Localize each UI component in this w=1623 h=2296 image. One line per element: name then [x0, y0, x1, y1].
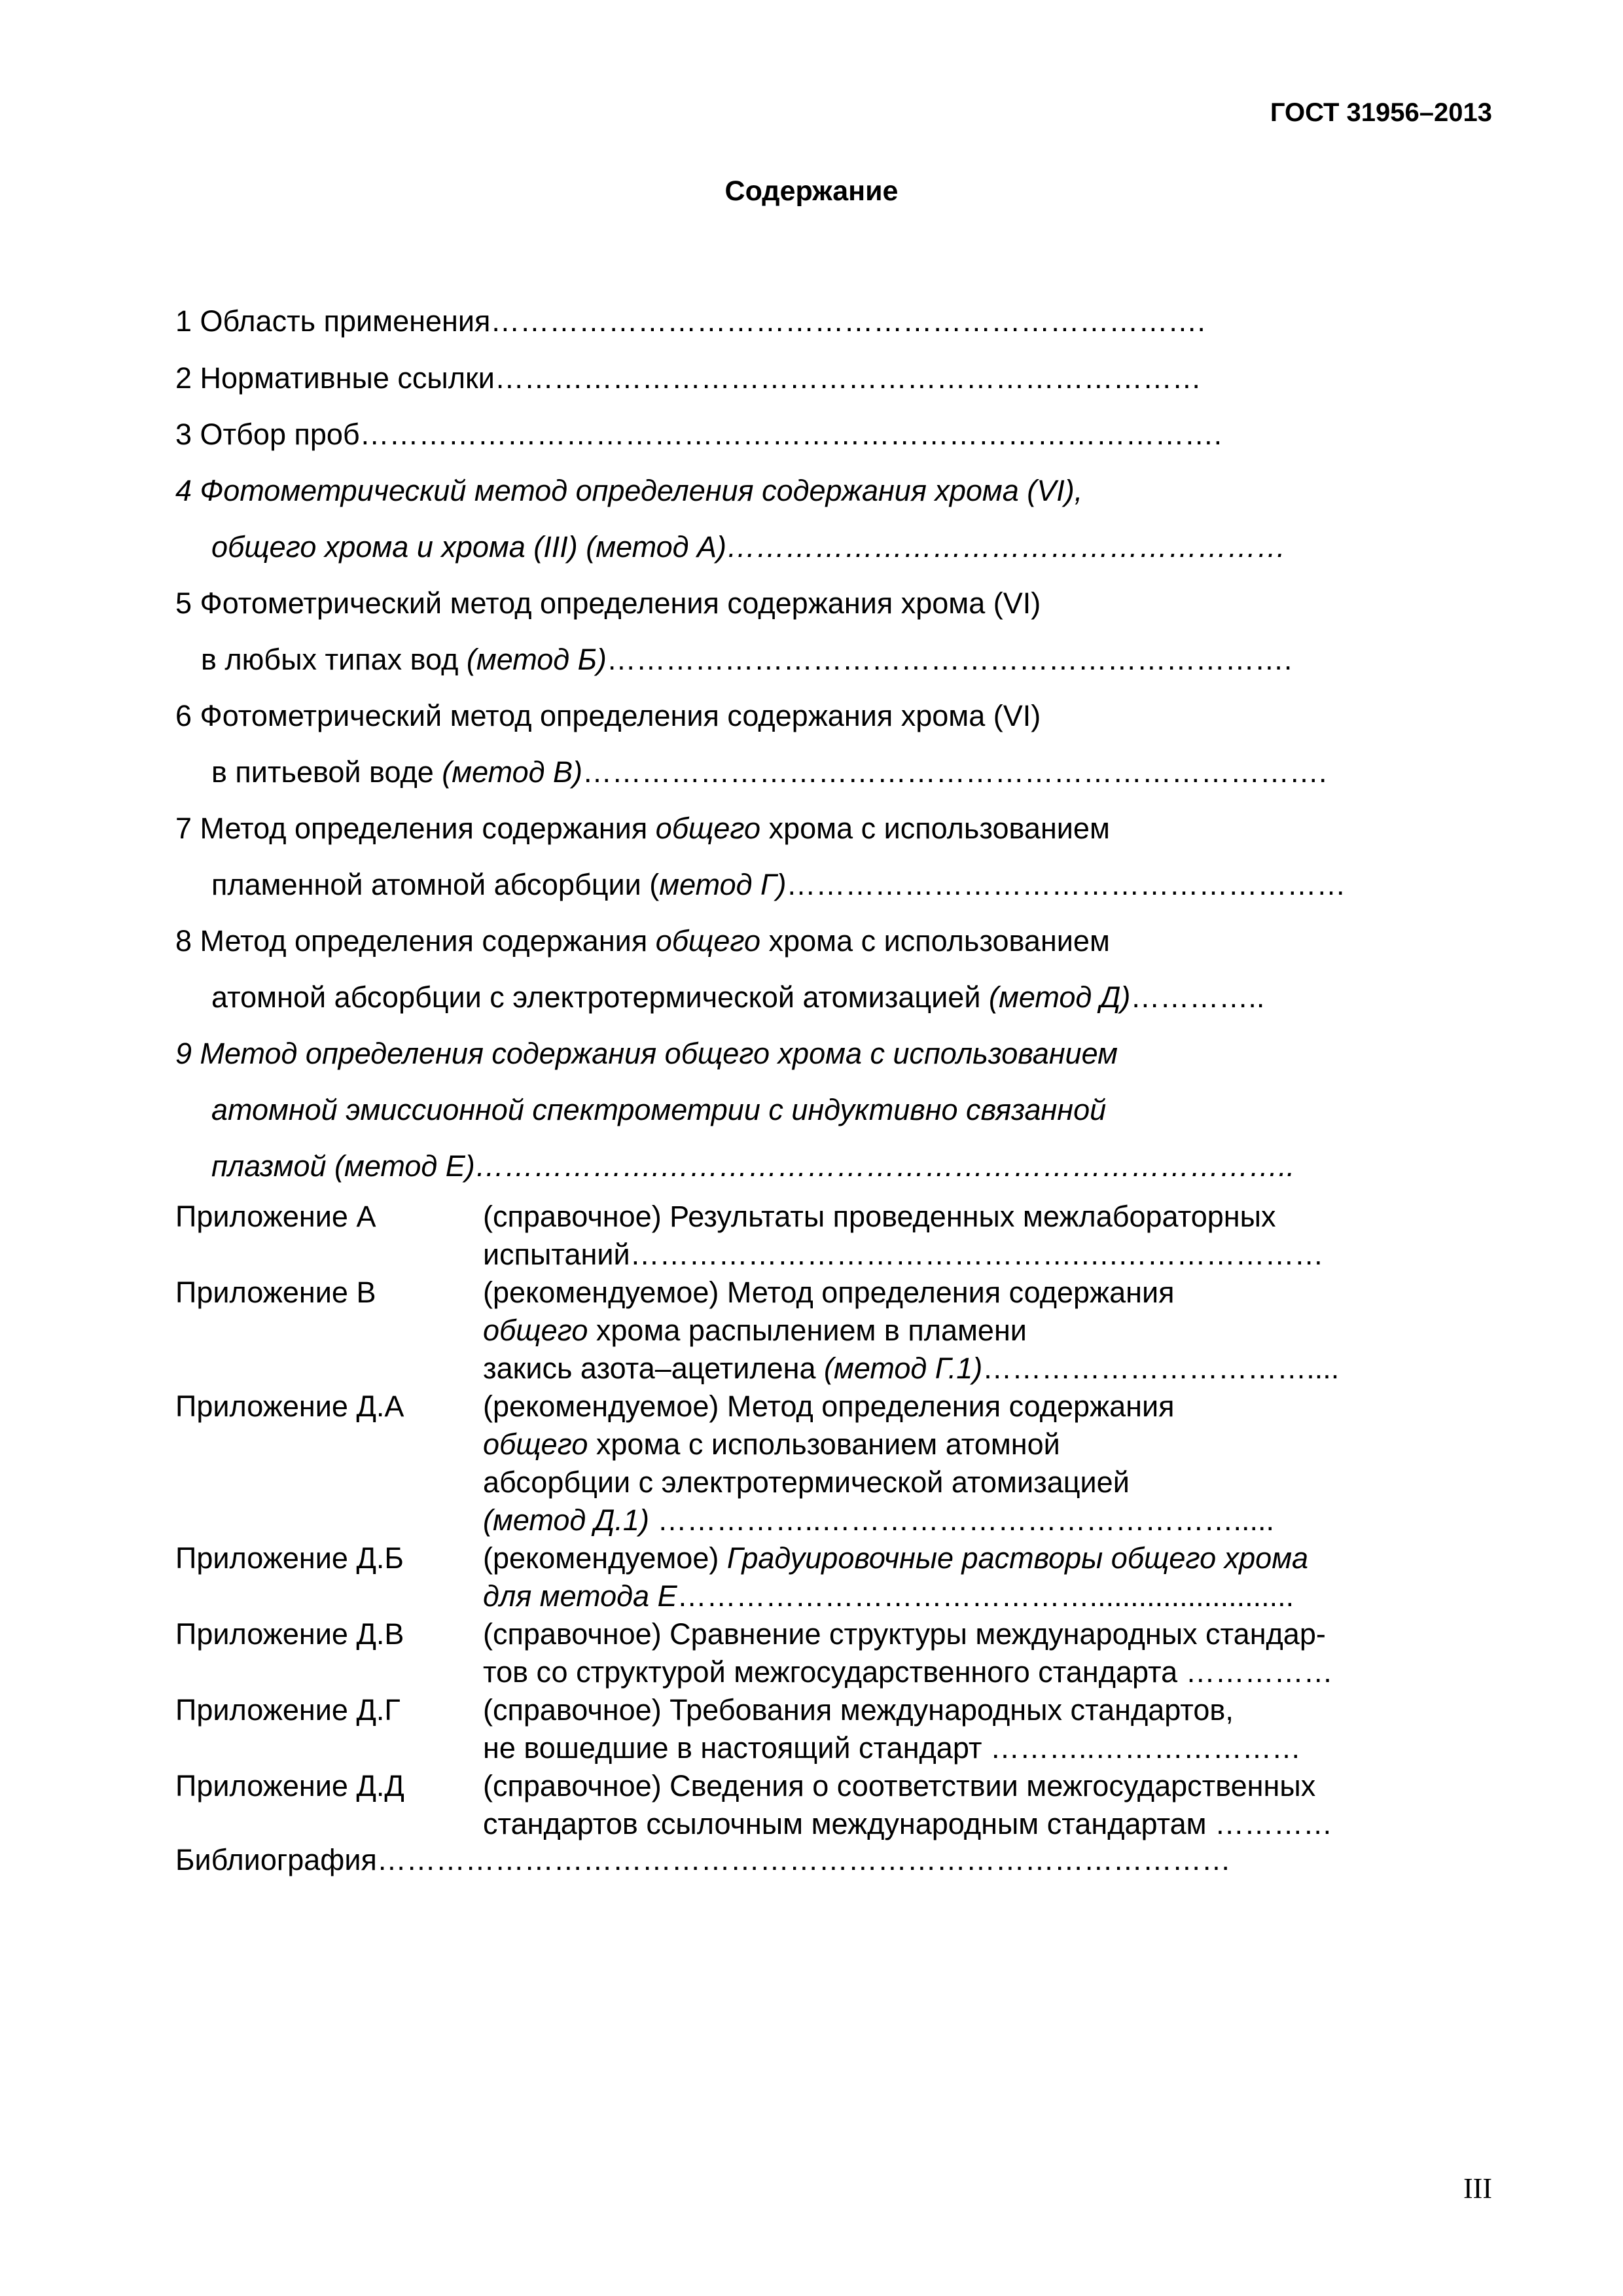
toc-item-5-text: в любых типах вод [201, 643, 467, 676]
toc-item-1[interactable]: 1 Область применения………………………………………………………………. [175, 304, 1205, 338]
toc-item-8-text-a: 8 Метод определения содержания [175, 924, 656, 958]
toc-item-6-method: (метод В) [442, 755, 583, 789]
toc-item-7-text-b: хрома с использованием [760, 812, 1110, 845]
toc-item-5-method: (метод Б) [466, 643, 607, 676]
page-number: III [1463, 2172, 1492, 2204]
appendix-method: для метода Е [483, 1579, 677, 1613]
appendix-line: (справочное) Сравнение структуры международных стандар- [483, 1617, 1326, 1651]
appendix-line: общего хрома с использованием атомной [483, 1427, 1060, 1461]
appendix-line: испытаний……………………………………….….………………… [483, 1238, 1324, 1271]
appendix-line: (справочное) Результаты проведенных межлабораторных [483, 1200, 1276, 1233]
appendix-label: Приложение Д.Г [175, 1693, 401, 1727]
toc-item-5-leader: ……………………………………………………………. [606, 643, 1293, 676]
toc-bibliography[interactable]: Библиография…………………………………………………………………………… [175, 1843, 1231, 1876]
toc-item-7-cont[interactable] [211, 870, 1346, 899]
toc-item-7-method: метод Г) [659, 868, 787, 901]
appendix-description [483, 1767, 1332, 1843]
toc-item-8-text-b: хрома с использованием [760, 924, 1110, 958]
toc-item-9[interactable] [175, 1039, 1118, 1068]
toc-item-6-cont[interactable] [211, 757, 1327, 787]
toc-item-8-leader: ………….. [1130, 980, 1265, 1014]
toc-item-2[interactable]: 2 Нормативные ссылки……………………………………………………………… [175, 361, 1202, 395]
page-title: Содержание [724, 175, 899, 207]
appendix-method: (метод Г.1) [824, 1352, 983, 1385]
toc-item-7-emph: общего [655, 812, 761, 845]
appendix-line: (справочное) Сведения о соответствии межгосударственных [483, 1769, 1316, 1803]
toc-item-9-cont2[interactable] [211, 1151, 1294, 1181]
appendix-line: закись азота–ацетилена (метод Г.1)…………………………….... [483, 1352, 1340, 1385]
appendix-label: Приложение Д.Б [175, 1541, 404, 1575]
appendix-description [483, 1198, 1324, 1274]
toc-item-5[interactable]: 5 Фотометрический метод определения содержания хрома (VI) [175, 586, 1041, 620]
toc-item-7[interactable] [175, 814, 1110, 843]
appendix-label: Приложение А [175, 1200, 376, 1233]
appendix-description [483, 1539, 1308, 1615]
appendix-description [483, 1615, 1333, 1691]
toc-item-8-text-c: атомной абсорбции с электротермической атомизацией [211, 980, 989, 1014]
appendix-label: Приложение Д.А [175, 1390, 404, 1423]
appendix-line: стандартов ссылочным международным стандартам ………… [483, 1807, 1333, 1840]
toc-item-8-emph: общего [655, 924, 761, 958]
toc-item-7-leader: ………………………………………………… [786, 868, 1346, 901]
toc-item-9-line1: 9 Метод определения содержания общего хрома с использованием [175, 1037, 1118, 1070]
toc-item-7-text-c: пламенной атомной абсорбции ( [211, 868, 660, 901]
toc-item-8-method: (метод Д) [988, 980, 1131, 1014]
appendix-line: не вошедшие в настоящий стандарт ………..………………… [483, 1731, 1301, 1765]
appendix-line: для метода Е……………………………………......................... [483, 1579, 1294, 1613]
appendix-emph: общего [483, 1314, 588, 1347]
appendix-line: (справочное) Требования международных стандартов, [483, 1693, 1234, 1727]
appendix-description [483, 1691, 1301, 1767]
appendix-emph: общего [483, 1427, 588, 1461]
appendix-line: (рекомендуемое) Метод определения содержания [483, 1390, 1175, 1423]
toc-item-6[interactable]: 6 Фотометрический метод определения содержания хрома (VI) [175, 699, 1041, 732]
toc-item-9-cont1[interactable] [211, 1095, 1106, 1124]
toc-item-6-leader: …………………………………………………………………. [582, 755, 1327, 789]
appendix-method: (метод Д.1) [483, 1503, 649, 1537]
appendix-line: (рекомендуемое) Градуировочные растворы общего хрома [483, 1541, 1309, 1575]
toc-item-8-cont[interactable] [211, 982, 1264, 1012]
toc-item-3[interactable]: 3 Отбор проб……………………………………………………………………………. [175, 418, 1222, 451]
toc-item-6-text: в питьевой воде [211, 755, 442, 789]
appendix-emph: Градуировочные растворы общего хрома [726, 1541, 1309, 1575]
toc-item-9-line2: атомной эмиссионной спектрометрии с индуктивно связанной [211, 1093, 1107, 1126]
toc-item-4-line1: 4 Фотометрический метод определения содержания хрома (VI), [175, 474, 1083, 507]
appendix-description [483, 1274, 1339, 1388]
appendix-line: абсорбции с электротермической атомизацией [483, 1465, 1130, 1499]
toc-item-4-line2: общего хрома и хрома (III) (метод А)………………………………………………… [211, 530, 1286, 564]
appendix-label: Приложение В [175, 1276, 376, 1309]
appendix-label: Приложение Д.В [175, 1617, 404, 1651]
appendix-description [483, 1388, 1274, 1539]
toc-item-4-cont[interactable] [211, 532, 1286, 562]
appendix-line: общего хрома распылением в пламени [483, 1314, 1027, 1347]
toc-item-9-line3: плазмой (метод Е)……………….……………………………………………………….. [211, 1149, 1295, 1183]
appendix-label: Приложение Д.Д [175, 1769, 404, 1803]
toc-item-8[interactable] [175, 926, 1110, 956]
toc-item-4[interactable] [175, 476, 1082, 505]
appendix-line: тов со структурой межгосударственного стандарта …………… [483, 1655, 1333, 1689]
document-code: ГОСТ 31956–2013 [1270, 98, 1492, 127]
toc-item-7-text-a: 7 Метод определения содержания [175, 812, 656, 845]
appendix-line: (метод Д.1) ……………..……………………………………..... [483, 1503, 1274, 1537]
toc-item-5-cont[interactable] [201, 645, 1292, 674]
appendix-line: (рекомендуемое) Метод определения содержания [483, 1276, 1175, 1309]
